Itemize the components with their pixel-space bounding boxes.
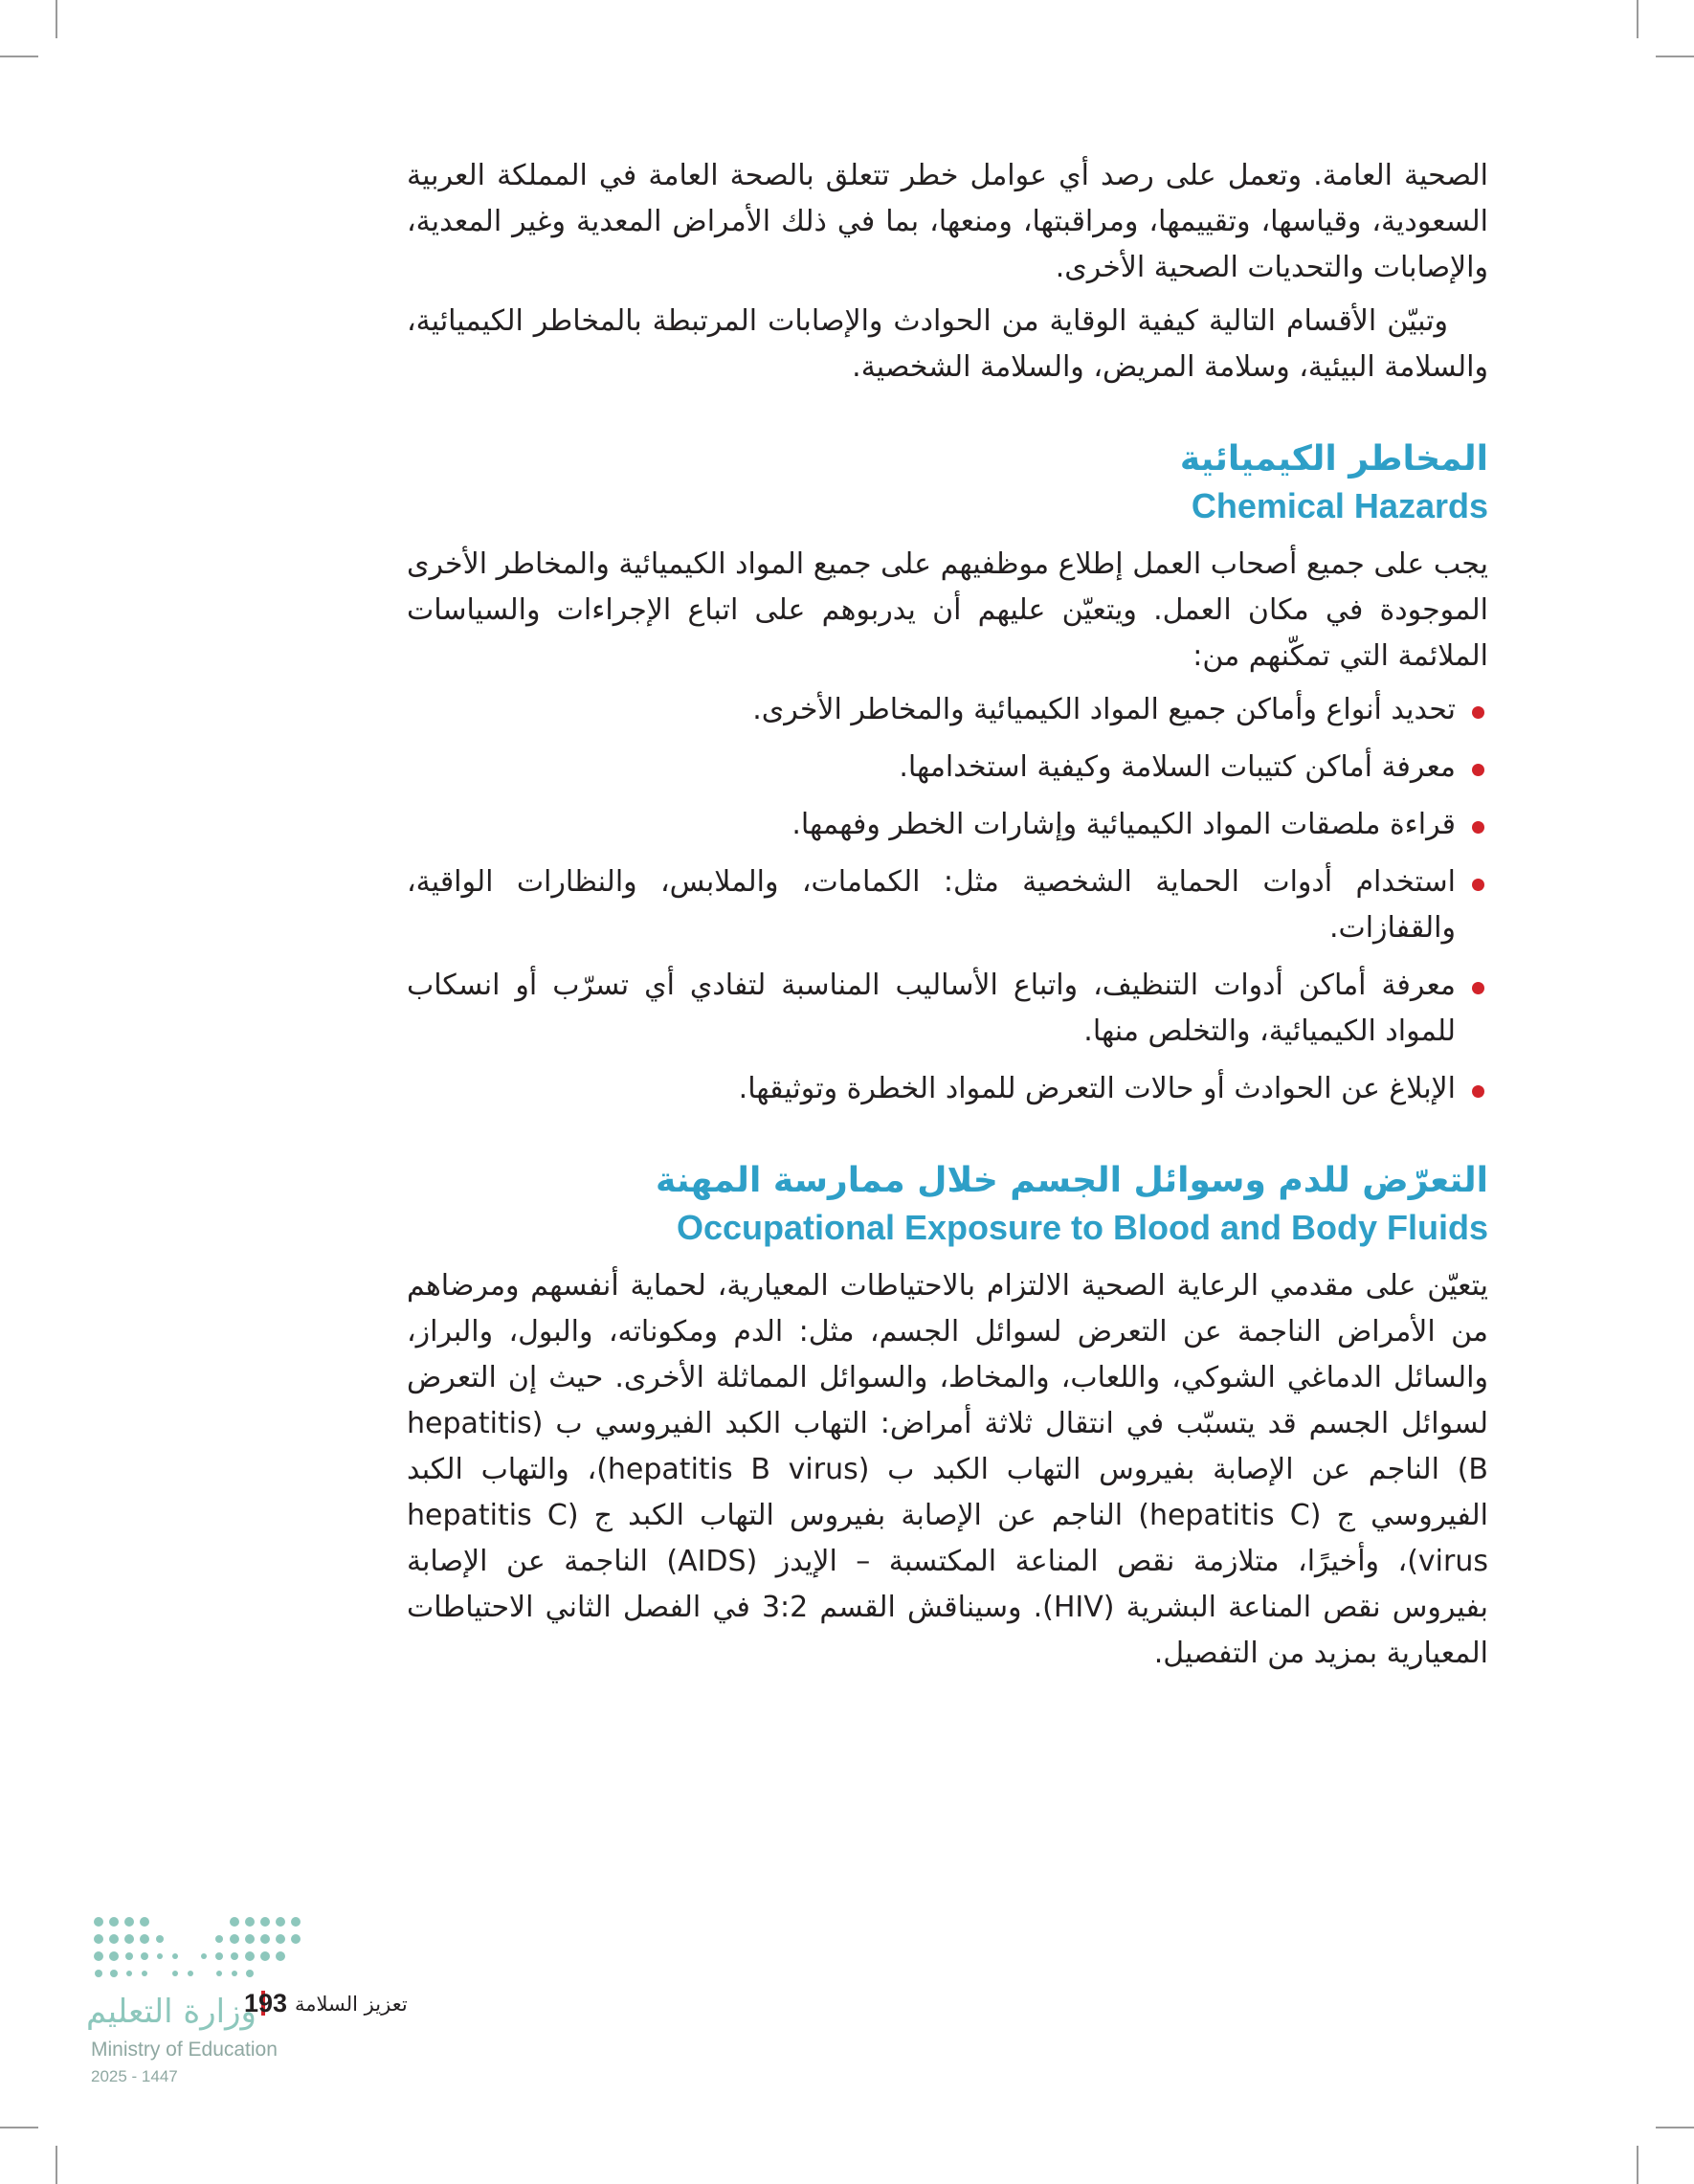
- list-item: [407, 963, 1456, 1055]
- bullet-dot-icon: [1472, 1085, 1484, 1098]
- bullet-dot-icon: [1472, 821, 1484, 834]
- chemical-bullet-list: [407, 687, 1488, 1112]
- page-footer: [86, 1914, 412, 2106]
- intro-paragraph-sections: وتبيّن الأقسام التالية كيفية الوقاية من الحوادث والإصابات المرتبطة بالمخاطر الكيميائية، والسلامة البيئية، وسلامة المريض، والسلامة الشخصية.: [407, 304, 1488, 384]
- list-item: [407, 859, 1456, 951]
- crop-mark: [1637, 2146, 1638, 2184]
- exposure-heading-ar: التعرّض للدم وسوائل الجسم خلال ممارسة المهنة: [656, 1161, 1488, 1200]
- list-item: [407, 745, 1456, 791]
- intro-paragraph: الصحية العامة. وتعمل على رصد أي عوامل خطر تتعلق بالصحة العامة في المملكة العربية السعودية، وقياسها، وتقييمها، ومراقبتها، ومنعها، بما في ذلك الأمراض المعدية وغير المعدية، والإصابات والتحديات الصحية الأخرى.: [407, 159, 1488, 284]
- list-item: [407, 1066, 1456, 1112]
- ministry-logo-arabic: وزارة التعليم: [86, 1993, 256, 2031]
- list-item-text: تحديد أنواع وأماكن جميع المواد الكيميائية والمخاطر الأخرى.: [752, 693, 1456, 726]
- crop-mark: [1656, 2127, 1694, 2128]
- bullet-dot-icon: [1472, 706, 1484, 719]
- chemical-hazards-heading-en-text: Chemical Hazards: [1191, 486, 1488, 525]
- chemical-intro-paragraph: يجب على جميع أصحاب العمل إطلاع موظفيهم على جميع المواد الكيميائية والمخاطر الأخرى الموجودة في مكان العمل. ويتعيّن عليهم أن يدربوهم على اتباع الإجراءات والسياسات الملائمة التي تمكّنهم من:: [407, 547, 1488, 673]
- ministry-logo-year: 2025 - 1447: [91, 2067, 178, 2085]
- crop-mark: [0, 56, 38, 57]
- list-item-text: الإبلاغ عن الحوادث أو حالات التعرض للمواد الخطرة وتوثيقها.: [738, 1072, 1456, 1105]
- crop-mark: [1637, 0, 1638, 38]
- chemical-hazards-heading-en: [407, 482, 1488, 530]
- crop-mark: [56, 2146, 57, 2184]
- crop-mark: [0, 2127, 38, 2128]
- page-content: [407, 153, 1488, 1684]
- ministry-logo-english: Ministry of Education: [91, 2039, 278, 2061]
- list-item-text: معرفة أماكن أدوات التنظيف، واتباع الأساليب المناسبة لتفادي أي تسرّب أو انسكاب للمواد الكيميائية، والتخلص منها.: [407, 969, 1456, 1048]
- exposure-body-paragraph: يتعيّن على مقدمي الرعاية الصحية الالتزام بالاحتياطات المعيارية، لحماية أنفسهم ومرضاهم من الأمراض الناجمة عن التعرض لسوائل الجسم، مثل: الدم ومكوناته، والبول، والبراز، والسائل الدماغي الشوكي، واللعاب، والمخاط، والسوائل المماثلة الأخرى. حيث إن التعرض لسوائل الجسم قد يتسبّب في انتقال ثلاثة أمراض: التهاب الكبد الفيروسي ب (hepatitis B) الناجم عن الإصابة بفيروس التهاب الكبد ب (hepatitis B virus)، والتهاب الكبد الفيروسي ج (hepatitis C) الناجم عن الإصابة بفيروس التهاب الكبد ج (hepatitis C virus)، وأخيرًا، متلازمة نقص المناعة المكتسبة – الإيدز (AIDS) الناجمة عن الإصابة بفيروس نقص المناعة البشرية (HIV). وسيناقش القسم 3:2 في الفصل الثاني الاحتياطات المعيارية بمزيد من التفصيل.: [407, 1269, 1488, 1670]
- bullet-dot-icon: [1472, 879, 1484, 891]
- list-item: [407, 687, 1456, 733]
- page-section-label: تعزيز السلامة: [295, 1993, 408, 2016]
- list-item-text: استخدام أدوات الحماية الشخصية مثل: الكمامات، والملابس، والنظارات الواقية، والقفازات.: [407, 865, 1456, 945]
- crop-mark: [1656, 56, 1694, 57]
- bullet-dot-icon: [1472, 764, 1484, 776]
- list-item-text: قراءة ملصقات المواد الكيميائية وإشارات الخطر وفهمها.: [791, 808, 1456, 841]
- exposure-heading-en-text: Occupational Exposure to Blood and Body Fluids: [676, 1208, 1488, 1247]
- exposure-heading-en: [407, 1204, 1488, 1252]
- list-item: [407, 802, 1456, 848]
- page-number: 193: [244, 1989, 288, 2017]
- bullet-dot-icon: [1472, 982, 1484, 994]
- list-item-text: معرفة أماكن كتيبات السلامة وكيفية استخدامها.: [899, 750, 1456, 784]
- ministry-logo-dots-icon: [91, 1914, 311, 1989]
- chemical-hazards-heading-ar: المخاطر الكيميائية: [1179, 439, 1488, 479]
- crop-mark: [56, 0, 57, 38]
